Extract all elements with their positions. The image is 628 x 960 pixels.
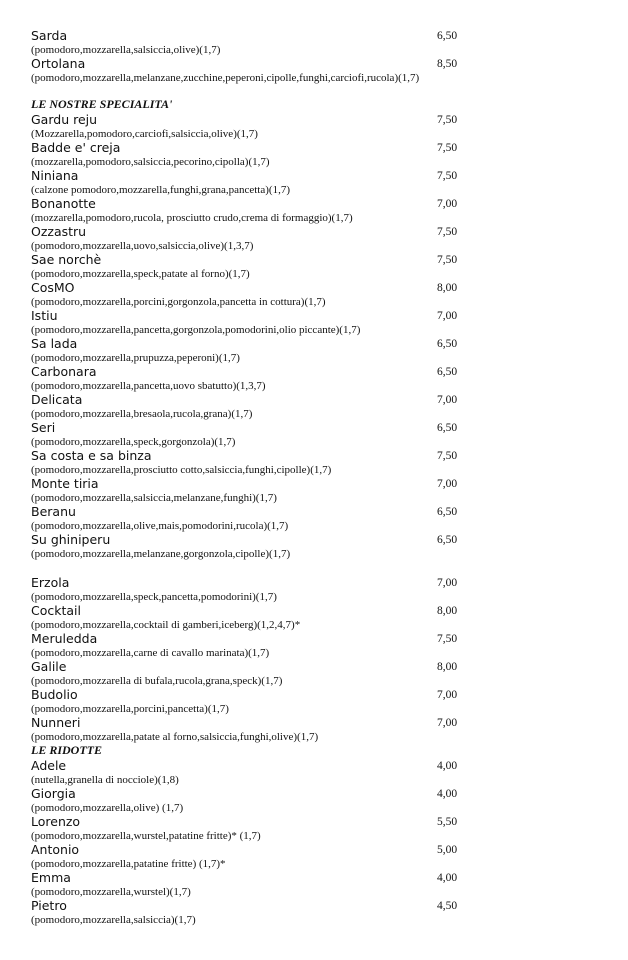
top-item-description: (pomodoro,mozzarella,melanzane,zucchine,peperoni,cipolle,funghi,carciofi,rucola)(1,7) — [31, 72, 420, 84]
specialita-item-description: (pomodoro,mozzarella,salsiccia,melanzane,funghi)(1,7) — [31, 492, 277, 504]
specialita-item-price: 7,50 — [437, 114, 458, 126]
specialita-item-name: Sae norchè — [31, 252, 102, 267]
specialita-item-price: 7,50 — [437, 170, 458, 182]
specialita-item-name: Niniana — [31, 168, 79, 183]
specialita-item-price: 8,00 — [437, 282, 458, 294]
specialita-item-description: (pomodoro,mozzarella,olive,mais,pomodorini,rucola)(1,7) — [31, 520, 289, 532]
specialita-item-price: 6,50 — [437, 338, 458, 350]
ridotte-item-name: Lorenzo — [31, 814, 81, 829]
section-heading-specialita: LE NOSTRE SPECIALITA' — [31, 97, 173, 111]
specialita-item-name: Bonanotte — [31, 196, 96, 211]
altre-item-description: (pomodoro,mozzarella,cocktail di gamberi,iceberg)(1,2,4,7)* — [31, 619, 301, 631]
specialita-item-price: 6,50 — [437, 366, 458, 378]
specialita-item-name: Sa costa e sa binza — [31, 448, 152, 463]
specialita-item-price: 7,50 — [437, 254, 458, 266]
specialita-item-name: Badde e' creja — [31, 140, 121, 155]
specialita-item-name: Gardu reju — [31, 112, 98, 127]
specialita-item-description: (pomodoro,mozzarella,pancetta,gorgonzola,pomodorini,olio piccante)(1,7) — [31, 324, 361, 336]
altre-item-description: (pomodoro,mozzarella di bufala,rucola,grana,speck)(1,7) — [31, 675, 283, 687]
ridotte-item-description: (nutella,granella di nocciole)(1,8) — [31, 774, 179, 786]
specialita-item-description: (pomodoro,mozzarella,prosciutto cotto,salsiccia,funghi,cipolle)(1,7) — [31, 464, 332, 476]
specialita-item-description: (pomodoro,mozzarella,melanzane,gorgonzola,cipolle)(1,7) — [31, 548, 291, 560]
specialita-item-description: (Mozzarella,pomodoro,carciofi,salsiccia,olive)(1,7) — [31, 128, 258, 140]
specialita-item-name: Istiu — [31, 308, 58, 323]
specialita-item-name: Seri — [31, 420, 56, 435]
specialita-item-description: (mozzarella,pomodoro,rucola, prosciutto crudo,crema di formaggio)(1,7) — [31, 212, 353, 224]
ridotte-item-description: (pomodoro,mozzarella,wurstel,patatine fritte)* (1,7) — [31, 830, 261, 842]
section-heading-ridotte: LE RIDOTTE — [31, 743, 103, 757]
ridotte-item-name: Giorgia — [31, 786, 76, 801]
specialita-item-name: Beranu — [31, 504, 76, 519]
specialita-item-description: (pomodoro,mozzarella,uovo,salsiccia,olive)(1,3,7) — [31, 240, 254, 252]
top-item-price: 8,50 — [437, 58, 458, 70]
specialita-item-price: 7,00 — [437, 310, 458, 322]
specialita-item-name: Su ghiniperu — [31, 532, 111, 547]
altre-item-price: 7,50 — [437, 633, 458, 645]
specialita-item-name: CosMO — [31, 280, 75, 295]
specialita-item-name: Ozzastru — [31, 224, 87, 239]
altre-item-name: Nunneri — [31, 715, 81, 730]
ridotte-item-name: Adele — [31, 758, 67, 773]
ridotte-item-description: (pomodoro,mozzarella,patatine fritte) (1,7)* — [31, 858, 226, 870]
specialita-item-description: (pomodoro,mozzarella,bresaola,rucola,grana)(1,7) — [31, 408, 253, 420]
specialita-item-price: 6,50 — [437, 506, 458, 518]
ridotte-item-price: 4,00 — [437, 788, 458, 800]
specialita-item-name: Monte tiria — [31, 476, 99, 491]
specialita-item-description: (pomodoro,mozzarella,prupuzza,peperoni)(1,7) — [31, 352, 240, 364]
altre-item-name: Meruledda — [31, 631, 98, 646]
top-item-price: 6,50 — [437, 30, 458, 42]
altre-item-description: (pomodoro,mozzarella,patate al forno,salsiccia,funghi,olive)(1,7) — [31, 731, 319, 743]
top-item-name: Ortolana — [31, 56, 86, 71]
ridotte-item-price: 4,50 — [437, 900, 458, 912]
specialita-item-description: (calzone pomodoro,mozzarella,funghi,grana,pancetta)(1,7) — [31, 184, 290, 196]
ridotte-item-name: Emma — [31, 870, 71, 885]
ridotte-item-description: (pomodoro,mozzarella,wurstel)(1,7) — [31, 886, 191, 898]
specialita-item-price: 6,50 — [437, 422, 458, 434]
altre-item-name: Erzola — [31, 575, 70, 590]
specialita-item-name: Sa lada — [31, 336, 78, 351]
altre-item-description: (pomodoro,mozzarella,porcini,pancetta)(1,7) — [31, 703, 229, 715]
ridotte-item-price: 4,00 — [437, 872, 458, 884]
specialita-item-description: (pomodoro,mozzarella,speck,patate al forno)(1,7) — [31, 268, 250, 280]
altre-item-price: 8,00 — [437, 605, 458, 617]
ridotte-item-name: Antonio — [31, 842, 80, 857]
specialita-item-price: 7,50 — [437, 450, 458, 462]
altre-item-description: (pomodoro,mozzarella,speck,pancetta,pomodorini)(1,7) — [31, 591, 277, 603]
top-item-name: Sarda — [31, 28, 68, 43]
specialita-item-price: 7,50 — [437, 226, 458, 238]
altre-item-price: 7,00 — [437, 577, 458, 589]
specialita-item-price: 7,00 — [437, 198, 458, 210]
ridotte-item-description: (pomodoro,mozzarella,salsiccia)(1,7) — [31, 914, 196, 926]
specialita-item-price: 7,00 — [437, 478, 458, 490]
specialita-item-name: Carbonara — [31, 364, 97, 379]
specialita-item-description: (mozzarella,pomodoro,salsiccia,pecorino,cipolla)(1,7) — [31, 156, 270, 168]
ridotte-item-price: 4,00 — [437, 760, 458, 772]
specialita-item-price: 7,00 — [437, 394, 458, 406]
ridotte-item-price: 5,00 — [437, 844, 458, 856]
altre-item-price: 7,00 — [437, 717, 458, 729]
specialita-item-price: 6,50 — [437, 534, 458, 546]
ridotte-item-price: 5,50 — [437, 816, 458, 828]
altre-item-price: 8,00 — [437, 661, 458, 673]
altre-item-price: 7,00 — [437, 689, 458, 701]
ridotte-item-description: (pomodoro,mozzarella,olive) (1,7) — [31, 802, 184, 814]
altre-item-name: Cocktail — [31, 603, 81, 618]
ridotte-item-name: Pietro — [31, 898, 67, 913]
altre-item-name: Galile — [31, 659, 67, 674]
top-item-description: (pomodoro,mozzarella,salsiccia,olive)(1,7) — [31, 44, 221, 56]
specialita-item-description: (pomodoro,mozzarella,speck,gorgonzola)(1,7) — [31, 436, 236, 448]
specialita-item-price: 7,50 — [437, 142, 458, 154]
specialita-item-description: (pomodoro,mozzarella,pancetta,uovo sbatutto)(1,3,7) — [31, 380, 266, 392]
altre-item-name: Budolio — [31, 687, 78, 702]
specialita-item-name: Delicata — [31, 392, 83, 407]
altre-item-description: (pomodoro,mozzarella,carne di cavallo marinata)(1,7) — [31, 647, 270, 659]
specialita-item-description: (pomodoro,mozzarella,porcini,gorgonzola,pancetta in cottura)(1,7) — [31, 296, 326, 308]
